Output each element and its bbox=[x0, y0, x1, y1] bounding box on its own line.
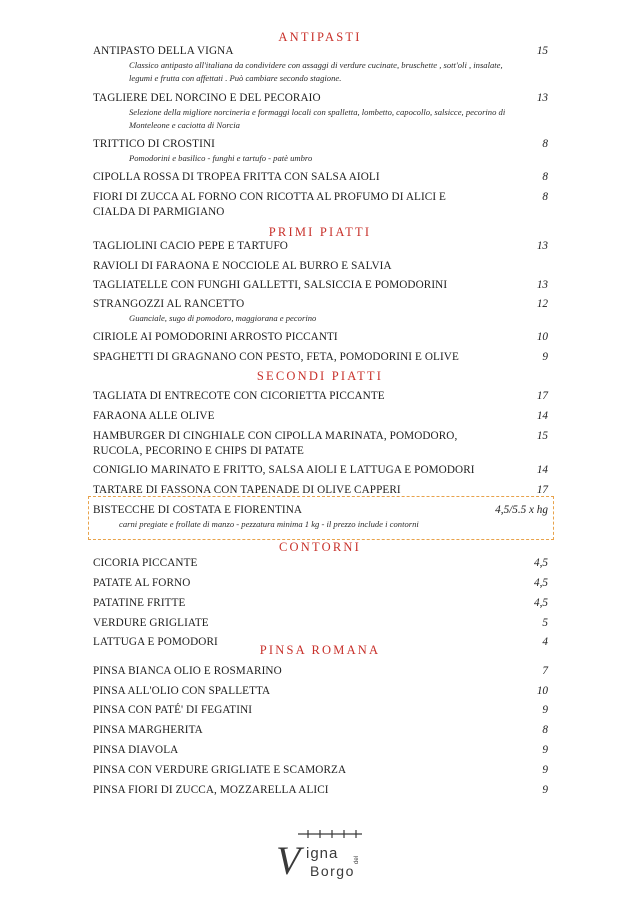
menu-item bbox=[93, 616, 548, 631]
menu-item-featured bbox=[93, 503, 548, 531]
menu-item bbox=[93, 429, 548, 459]
item-price: 8 bbox=[542, 191, 548, 203]
item-name: FIORI DI ZUCCA AL FORNO CON RICOTTA AL PROFUMO DI ALICI E CIALDA DI PARMIGIANO bbox=[93, 191, 446, 218]
section-title-antipasti: ANTIPASTI bbox=[278, 30, 362, 44]
section-title-secondi: SECONDI PIATTI bbox=[256, 369, 384, 383]
item-price: 12 bbox=[536, 298, 548, 310]
menu-item bbox=[93, 763, 548, 778]
menu-item bbox=[93, 297, 548, 325]
menu-item bbox=[93, 278, 548, 293]
item-name: PATATE AL FORNO bbox=[93, 577, 191, 589]
item-price: 4,5/5.5 x hg bbox=[495, 504, 548, 516]
item-name: CIPOLLA ROSSA DI TROPEA FRITTA CON SALSA AIOLI bbox=[93, 171, 380, 183]
item-description: Selezione della migliore norcineria e formaggi locali con spalletta, lombetto, capocollo, salsicce, pecorino di Monteleone e caciotta di Norcia bbox=[129, 107, 506, 130]
menu-item bbox=[93, 664, 548, 679]
item-name: CONIGLIO MARINATO E FRITTO, SALSA AIOLI E LATTUGA E POMODORI bbox=[93, 464, 475, 476]
menu-item bbox=[93, 170, 548, 185]
item-name: TAGLIATA DI ENTRECOTE CON CICORIETTA PICCANTE bbox=[93, 390, 385, 402]
menu-item bbox=[93, 239, 548, 254]
section-title-pinsa: PINSA ROMANA bbox=[259, 643, 381, 657]
item-price: 9 bbox=[542, 764, 548, 776]
item-name: STRANGOZZI AL RANCETTO bbox=[93, 298, 245, 310]
item-name: FARAONA ALLE OLIVE bbox=[93, 410, 215, 422]
item-price: 7 bbox=[542, 665, 548, 677]
item-price: 17 bbox=[536, 390, 548, 402]
item-name: VERDURE GRIGLIATE bbox=[93, 617, 209, 629]
item-description: Pomodorini e basilico - funghi e tartufo - patè umbro bbox=[129, 153, 313, 163]
menu-item bbox=[93, 409, 548, 424]
menu-item bbox=[93, 350, 548, 365]
item-name: PATATINE FRITTE bbox=[93, 597, 186, 609]
menu-item bbox=[93, 91, 548, 131]
logo-vigna: igna bbox=[306, 845, 339, 862]
item-price: 4,5 bbox=[534, 577, 548, 589]
item-name: CICORIA PICCANTE bbox=[93, 557, 198, 569]
item-price: 15 bbox=[536, 430, 548, 442]
menu-item bbox=[93, 137, 548, 165]
item-description: Classico antipasto all'italiana da condividere con assaggi di verdure cucinate, bruschette , sott'oli , insalate, legumi e frutta con affettati . Può cambiare secondo stagione. bbox=[129, 60, 503, 83]
item-price: 15 bbox=[536, 45, 548, 57]
item-name: BISTECCHE DI COSTATA E FIORENTINA bbox=[93, 504, 303, 516]
item-name: TAGLIOLINI CACIO PEPE E TARTUFO bbox=[93, 240, 288, 252]
menu-item bbox=[93, 783, 548, 798]
item-price: 10 bbox=[536, 685, 548, 697]
menu-item bbox=[93, 556, 548, 571]
section-title-primi: PRIMI PIATTI bbox=[268, 225, 372, 239]
item-price: 13 bbox=[536, 279, 548, 291]
item-price: 9 bbox=[542, 351, 548, 363]
menu-item bbox=[93, 596, 548, 611]
menu-item bbox=[93, 44, 548, 84]
item-name: TARTARE DI FASSONA CON TAPENADE DI OLIVE CAPPERI bbox=[93, 484, 401, 496]
item-name: PINSA CON PATÉ' DI FEGATINI bbox=[93, 704, 253, 716]
menu-item bbox=[93, 743, 548, 758]
item-price: 4 bbox=[542, 636, 548, 648]
item-name: TRITTICO DI CROSTINI bbox=[93, 138, 215, 150]
logo-v: V bbox=[276, 838, 301, 883]
item-price: 13 bbox=[536, 92, 548, 104]
logo-del: del bbox=[354, 855, 360, 864]
logo-borgo: Borgo bbox=[310, 863, 355, 879]
item-description: carni pregiate e frollate di manzo - pezzatura minima 1 kg - il prezzo include i contorni bbox=[119, 519, 419, 529]
item-name: TAGLIERE DEL NORCINO E DEL PECORAIO bbox=[93, 92, 321, 104]
item-price: 9 bbox=[542, 744, 548, 756]
item-price: 4,5 bbox=[534, 597, 548, 609]
menu-item bbox=[93, 463, 548, 478]
item-name: PINSA FIORI DI ZUCCA, MOZZARELLA ALICI bbox=[93, 784, 329, 796]
item-name: RAVIOLI DI FARAONA E NOCCIOLE AL BURRO E SALVIA bbox=[93, 260, 392, 272]
item-name: HAMBURGER DI CINGHIALE CON CIPOLLA MARINATA, POMODORO, RUCOLA, PECORINO E CHIPS DI PATATE bbox=[93, 430, 458, 457]
section-title-contorni: CONTORNI bbox=[279, 540, 361, 554]
menu-item bbox=[93, 389, 548, 404]
menu-item bbox=[93, 723, 548, 738]
item-name: ANTIPASTO DELLA VIGNA bbox=[93, 45, 234, 57]
menu-item bbox=[93, 330, 548, 345]
vineyard-posts-icon bbox=[298, 830, 362, 838]
menu-item bbox=[93, 684, 548, 699]
item-name: SPAGHETTI DI GRAGNANO CON PESTO, FETA, POMODORINI E OLIVE bbox=[93, 351, 459, 363]
item-name: PINSA ALL'OLIO CON SPALLETTA bbox=[93, 685, 271, 697]
item-price: 8 bbox=[542, 724, 548, 736]
item-description: Guanciale, sugo di pomodoro, maggiorana e pecorino bbox=[129, 313, 317, 323]
menu-item bbox=[93, 576, 548, 591]
vigna-del-borgo-logo bbox=[270, 828, 370, 884]
item-price: 5 bbox=[542, 617, 548, 629]
menu-item bbox=[93, 703, 548, 718]
item-name: PINSA BIANCA OLIO E ROSMARINO bbox=[93, 665, 282, 677]
item-name: LATTUGA E POMODORI bbox=[93, 636, 218, 648]
item-price: 9 bbox=[542, 784, 548, 796]
item-price: 10 bbox=[536, 331, 548, 343]
item-price: 17 bbox=[536, 484, 548, 496]
item-name: PINSA CON VERDURE GRIGLIATE E SCAMORZA bbox=[93, 764, 347, 776]
item-name: CIRIOLE AI POMODORINI ARROSTO PICCANTI bbox=[93, 331, 338, 343]
item-name: TAGLIATELLE CON FUNGHI GALLETTI, SALSICCIA E POMODORINI bbox=[93, 279, 448, 291]
item-price: 9 bbox=[542, 704, 548, 716]
item-price: 8 bbox=[542, 171, 548, 183]
item-price: 14 bbox=[536, 410, 548, 422]
menu-item bbox=[93, 190, 548, 220]
item-price: 4,5 bbox=[534, 557, 548, 569]
item-price: 14 bbox=[536, 464, 548, 476]
item-price: 13 bbox=[536, 240, 548, 252]
item-price: 8 bbox=[542, 138, 548, 150]
item-name: PINSA MARGHERITA bbox=[93, 724, 203, 736]
item-name: PINSA DIAVOLA bbox=[93, 744, 179, 756]
menu-item bbox=[93, 259, 548, 274]
